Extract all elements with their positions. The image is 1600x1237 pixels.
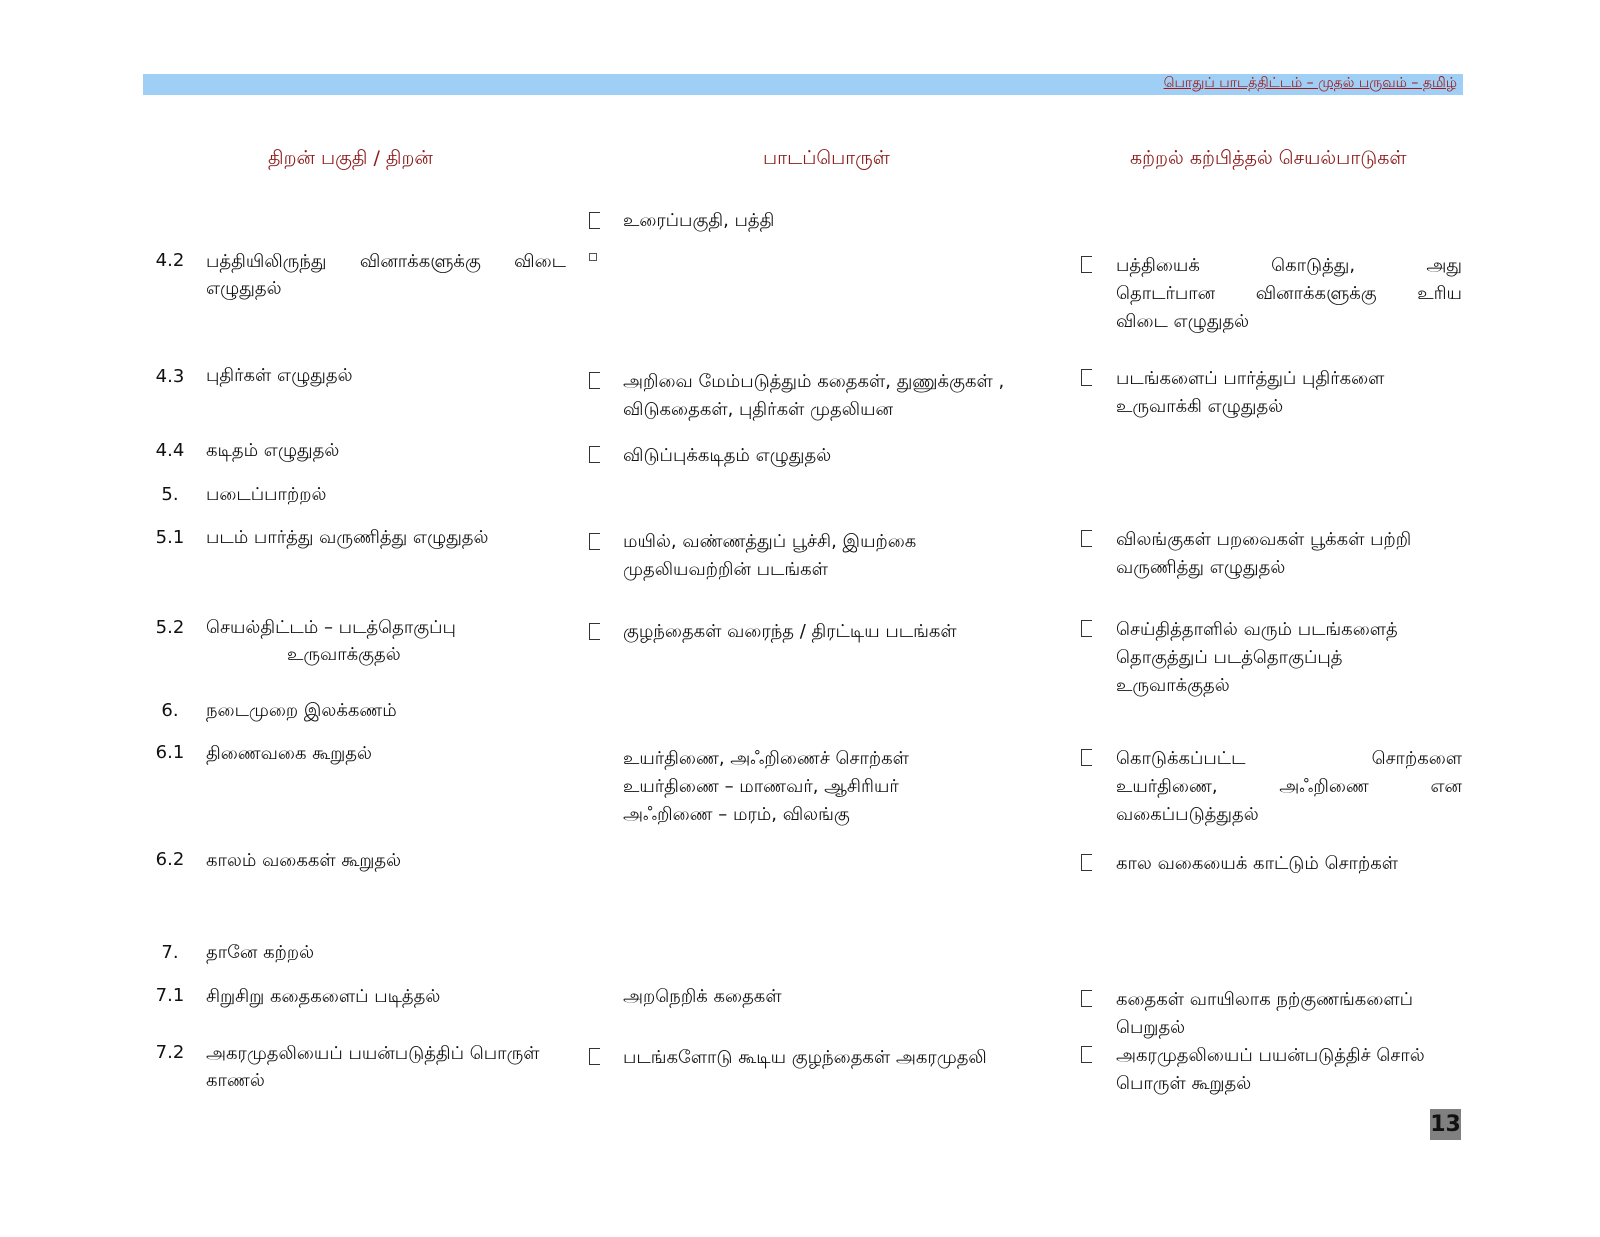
skill-line: அகரமுதலியைப் பயன்படுத்திப் பொருள் — [206, 1043, 540, 1064]
bullet-icon — [589, 533, 600, 550]
skill-text: கடிதம் எழுதுதல் — [206, 440, 340, 461]
skill-line: பத்தியிலிருந்து வினாக்களுக்கு விடை — [206, 251, 566, 272]
skill-text: சிறுசிறு கதைகளைப் படித்தல் — [206, 986, 441, 1007]
bullet-icon — [589, 623, 600, 640]
skill-line: உருவாக்குதல் — [287, 644, 401, 665]
activity-line: வகைப்படுத்துதல் — [1116, 804, 1259, 825]
skill-text — [206, 614, 566, 668]
bullet-icon — [589, 446, 600, 463]
activity-line: பெறுதல் — [1116, 1017, 1186, 1038]
skill-line: காணல் — [206, 1070, 265, 1091]
activity-line: செய்தித்தாளில் வரும் படங்களைத் — [1116, 619, 1398, 640]
row-number: 5.1 — [155, 527, 185, 548]
section-number: 5. — [161, 484, 179, 505]
content-text — [623, 745, 1063, 829]
row-number: 4.4 — [155, 440, 185, 461]
content-line: அறிவை மேம்படுத்தும் கதைகள், துணுக்குகள் , — [623, 371, 1005, 392]
activity-text — [1116, 745, 1462, 829]
content-text: உரைப்பகுதி, பத்தி — [623, 210, 775, 231]
activity-text — [1116, 365, 1462, 421]
content-text: படங்களோடு கூடிய குழந்தைகள் அகரமுதலி — [623, 1047, 987, 1068]
activity-line: விலங்குகள் பறவைகள் பூக்கள் பற்றி — [1116, 529, 1412, 550]
row-number: 7.2 — [155, 1042, 185, 1063]
row-number: 5.2 — [155, 617, 185, 638]
activity-text — [1116, 1042, 1462, 1098]
activity-line: பத்தியைக் கொடுத்து, அது — [1116, 255, 1462, 276]
skill-text: படம் பார்த்து வருணித்து எழுதுதல் — [206, 527, 489, 548]
bullet-icon — [589, 1048, 600, 1065]
activity-line: தொடர்பான வினாக்களுக்கு உரிய — [1116, 283, 1462, 304]
bullet-icon — [589, 253, 597, 261]
section-title: படைப்பாற்றல் — [206, 484, 327, 505]
activity-line: படங்களைப் பார்த்துப் புதிர்களை — [1116, 368, 1385, 389]
content-line: அஃறிணை – மரம், விலங்கு — [623, 804, 850, 825]
row-number: 6.2 — [155, 849, 185, 870]
column-header-activities: கற்றல் கற்பித்தல் செயல்பாடுகள் — [1130, 147, 1407, 169]
bullet-icon — [589, 372, 600, 389]
activity-line: அகரமுதலியைப் பயன்படுத்திச் சொல் — [1116, 1045, 1425, 1066]
bullet-icon — [589, 212, 600, 229]
activity-line: தொகுத்துப் படத்தொகுப்புத் — [1116, 647, 1343, 668]
bullet-icon — [1081, 749, 1092, 766]
header-title: பொதுப் பாடத்திட்டம் – முதல் பருவம் – தமிழ் — [1163, 75, 1457, 91]
bullet-icon — [1081, 990, 1092, 1007]
section-number: 6. — [161, 700, 179, 721]
skill-text: திணைவகை கூறுதல் — [206, 743, 372, 764]
activity-text: கால வகையைக் காட்டும் சொற்கள் — [1116, 853, 1398, 874]
bullet-icon — [1081, 530, 1092, 547]
content-text: விடுப்புக்கடிதம் எழுதுதல் — [623, 445, 832, 466]
activity-text — [1116, 986, 1462, 1042]
activity-line: விடை எழுதுதல் — [1116, 311, 1250, 332]
page-number: 13 — [1430, 1109, 1461, 1140]
activity-line: உருவாக்கி எழுதுதல் — [1116, 396, 1284, 417]
bullet-icon — [1081, 620, 1092, 637]
section-title: நடைமுறை இலக்கணம் — [206, 700, 397, 721]
bullet-icon — [1081, 1046, 1092, 1063]
activity-line: பொருள் கூறுதல் — [1116, 1073, 1252, 1094]
column-header-content: பாடப்பொருள் — [763, 147, 890, 169]
row-number: 7.1 — [155, 985, 185, 1006]
content-line: உயர்திணை, அஃறிணைச் சொற்கள் — [623, 748, 909, 769]
skill-line: எழுதுதல் — [206, 278, 282, 299]
row-number: 6.1 — [155, 742, 185, 763]
content-line: மயில், வண்ணத்துப் பூச்சி, இயற்கை — [623, 531, 917, 552]
activity-text — [1116, 526, 1462, 582]
content-line: உயர்திணை – மாணவர், ஆசிரியர் — [623, 776, 899, 797]
content-text — [623, 368, 1063, 424]
skill-line: செயல்திட்டம் – படத்தொகுப்பு — [206, 617, 456, 638]
content-text — [623, 528, 1063, 584]
activity-line: கொடுக்கப்பட்ட சொற்களை — [1116, 748, 1462, 769]
bullet-icon — [1081, 369, 1092, 386]
activity-line: உருவாக்குதல் — [1116, 675, 1230, 696]
content-text: அறநெறிக் கதைகள் — [623, 986, 782, 1007]
content-line: விடுகதைகள், புதிர்கள் முதலியன — [623, 399, 893, 420]
activity-line: உயர்திணை, அஃறிணை என — [1116, 776, 1462, 797]
content-text: குழந்தைகள் வரைந்த / திரட்டிய படங்கள் — [623, 621, 957, 642]
bullet-icon — [1081, 854, 1092, 871]
activity-text — [1116, 252, 1462, 336]
skill-text — [206, 248, 566, 302]
row-number: 4.2 — [155, 250, 185, 271]
header-band — [143, 74, 1463, 95]
skill-text: புதிர்கள் எழுதுதல் — [206, 365, 353, 386]
bullet-icon — [1081, 256, 1092, 273]
skill-text: காலம் வகைகள் கூறுதல் — [206, 850, 402, 871]
activity-line: கதைகள் வாயிலாக நற்குணங்களைப் — [1116, 989, 1413, 1010]
row-number: 4.3 — [155, 366, 185, 387]
activity-text — [1116, 616, 1462, 700]
activity-line: வருணித்து எழுதுதல் — [1116, 557, 1286, 578]
skill-text — [206, 1040, 566, 1094]
column-header-skill: திறன் பகுதி / திறன் — [268, 147, 433, 169]
section-number: 7. — [161, 942, 179, 963]
section-title: தானே கற்றல் — [206, 942, 315, 963]
content-line: முதலியவற்றின் படங்கள் — [623, 559, 828, 580]
